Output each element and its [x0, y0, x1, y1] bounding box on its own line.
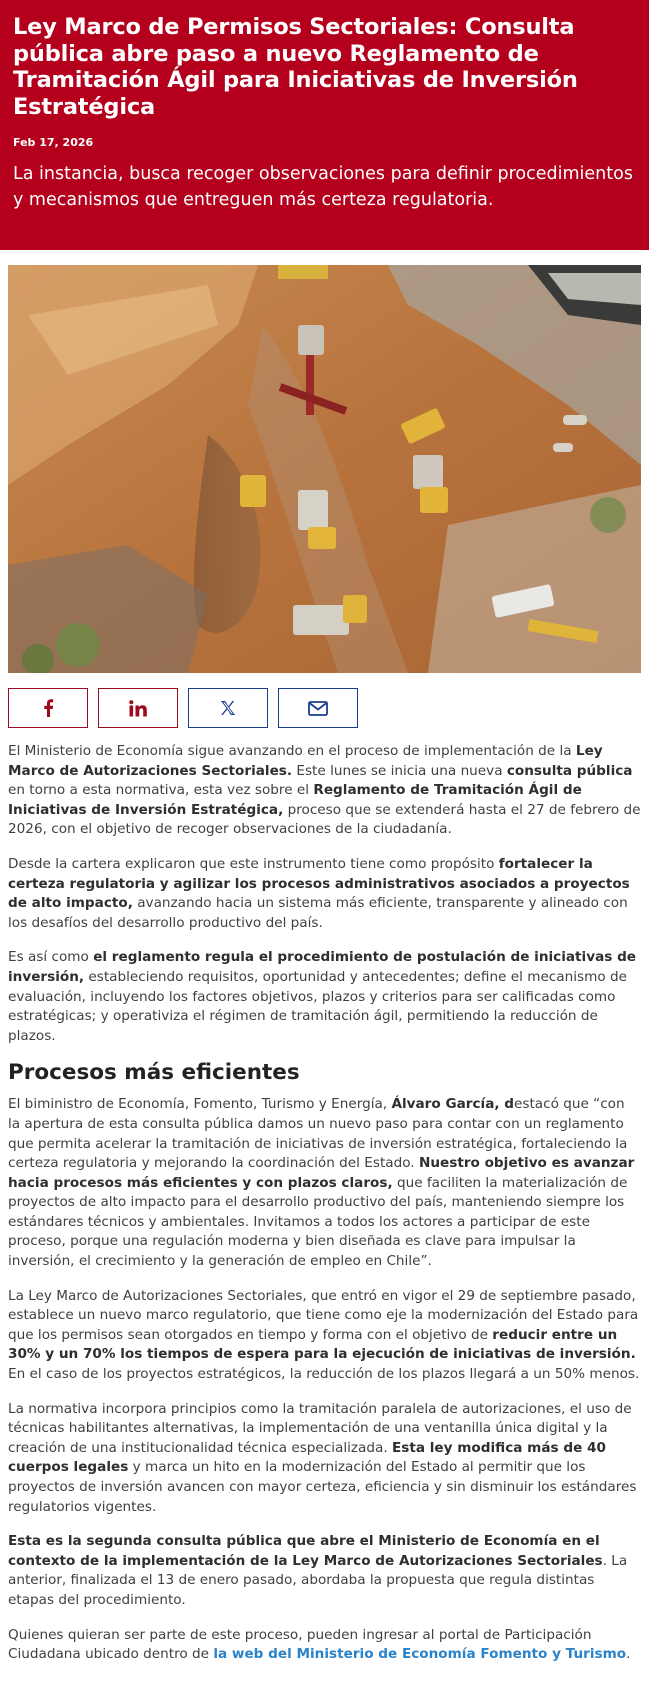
share-facebook-button[interactable] — [8, 688, 88, 728]
publish-date: Feb 17, 2026 — [13, 136, 94, 149]
paragraph-3: Es así como el reglamento regula el procedimiento de postulación de iniciativas de inversión, estableciendo requisitos, oportunidad y antecedentes; define el mecanismo de evaluación, incluyendo los factores objetivos, plazos y criterios para ser calificadas como estratégicas; y operativiza el régimen de tramitación ágil, permitiendo la reducción de plazos. — [8, 949, 637, 1044]
share-bar — [8, 688, 649, 728]
article-lead: La instancia, busca recoger observaciones para definir procedimientos y mecanismos que entreguen más certeza regulatoria. — [13, 164, 633, 210]
share-email-button[interactable] — [278, 688, 358, 728]
article-title: Ley Marco de Permisos Sectoriales: Consulta pública abre paso a nuevo Reglamento de Tramitación Ágil para Iniciativas de Inversión Estratégica — [13, 14, 578, 120]
paragraph-6: La normativa incorpora principios como la tramitación paralela de autorizaciones, el uso de técnicas habilitantes alternativas, la implementación de una ventanilla única digital y la creación de una institucionalidad técnica especializada. Esta ley modifica más de 40 cuerpos legales y marca un hito en la modernización del Estado al permitir que los proyectos de inversión avancen con mayor certeza, eficiencia y sin disminuir los estándares regulatorios vigentes. — [8, 1400, 637, 1515]
hero-image-mining-site — [8, 265, 641, 673]
paragraph-4: El biministro de Economía, Fomento, Turismo y Energía, Álvaro García, destacó que “con la apertura de esta consulta pública damos un nuevo paso para contar con un reglamento que permita acelerar la tramitación de iniciativas de inversión estratégica, fortaleciendo la certeza regulatoria y mejorando la coordinación del Estado. Nuestro objetivo es avanzar hacia procesos más eficientes y con plazos claros, que faciliten la materialización de proyectos de alto impacto para el desarrollo productivo del país, manteniendo siempre los estándares técnicos y ambientales. Invitamos a todos los actores a participar de este proceso, porque una regulación moderna y bien diseñada es clave para impulsar la inversión, el crecimiento y la generación de empleo en Chile”. — [8, 1096, 635, 1270]
ministry-website-link[interactable]: la web del Ministerio de Economía Fomento y Turismo — [213, 1646, 627, 1663]
envelope-icon — [308, 701, 328, 716]
section-heading: Procesos más eficientes — [8, 1060, 300, 1086]
paragraph-2: Desde la cartera explicaron que este instrumento tiene como propósito fortalecer la certeza regulatoria y agilizar los procesos administrativos asociados a proyectos de alto impacto, avanzando hacia un sistema más eficiente, transparente y alineado con los desafíos del desarrollo productivo del país. — [8, 855, 630, 931]
linkedin-icon — [129, 700, 147, 717]
article-body — [0, 742, 649, 1665]
share-linkedin-button[interactable] — [98, 688, 178, 728]
x-icon — [220, 700, 236, 716]
paragraph-7: Esta es la segunda consulta pública que abre el Ministerio de Economía en el contexto de la implementación de la Ley Marco de Autorizaciones Sectoriales. La anterior, finalizada el 13 de enero pasado, abordaba la propuesta que regula distintas etapas del procedimiento. — [8, 1533, 628, 1608]
paragraph-1: El Ministerio de Economía sigue avanzando en el proceso de implementación de la Ley Marco de Autorizaciones Sectoriales. Este lunes se inicia una nueva consulta pública en torno a esta normativa, esta vez sobre el Reglamento de Tramitación Ágil de Iniciativas de Inversión Estratégica, proceso que se extenderá hasta el 27 de febrero de 2026, con el objetivo de recoger observaciones de la ciudadanía. — [8, 743, 641, 838]
facebook-icon — [41, 699, 55, 717]
share-x-button[interactable] — [188, 688, 268, 728]
paragraph-8: Quienes quieran ser parte de este proceso, pueden ingresar al portal de Participación Ciudadana ubicado dentro de la web del Ministerio de Economía Fomento y Turismo. — [8, 1626, 631, 1663]
paragraph-5: La Ley Marco de Autorizaciones Sectoriales, que entró en vigor el 29 de septiembre pasado, establece un nuevo marco regulatorio, que tiene como eje la modernización del Estado para que los permisos sean otorgados en tiempo y forma con el objetivo de reducir entre un 30% y un 70% los tiempos de espera para la ejecución de iniciativas de inversión. En el caso de los proyectos estratégicos, la reducción de los plazos llegará a un 50% menos. — [8, 1287, 640, 1383]
article-header — [0, 0, 649, 250]
